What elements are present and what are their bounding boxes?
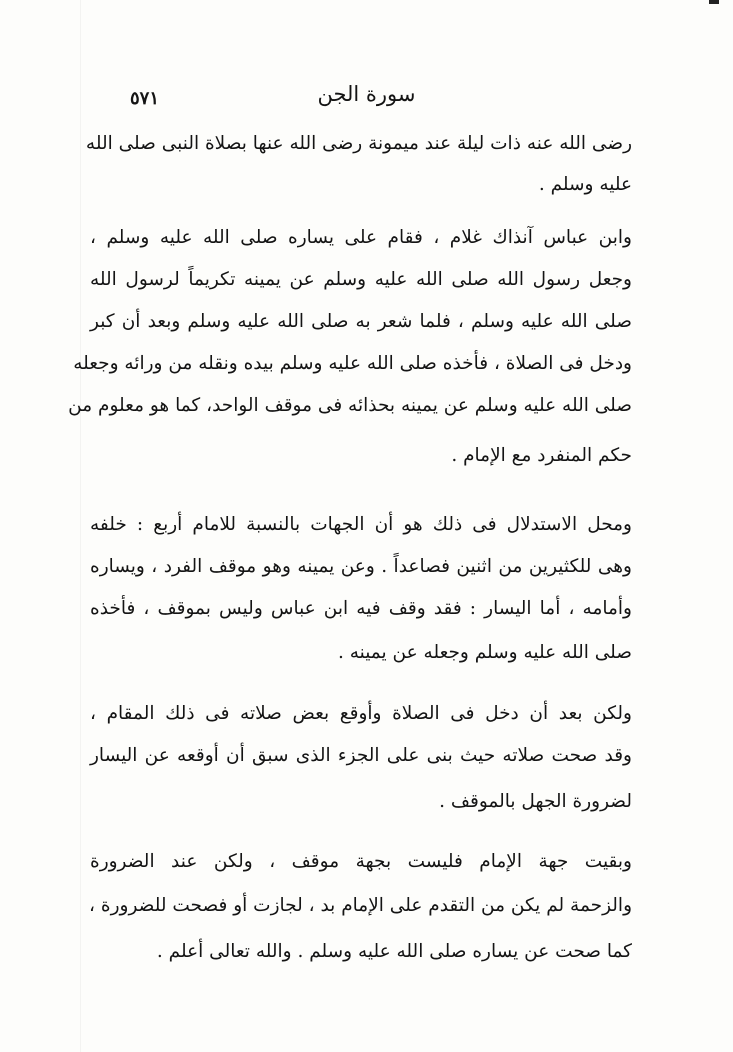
- text-line: والزحمة لم يكن من التقدم على الإمام بد ، لجازت أو فصحت للضرورة ،: [89, 895, 632, 916]
- text-line: حكم المنفرد مع الإمام .: [451, 445, 632, 466]
- text-line: ولكن بعد أن دخل فى الصلاة وأوقع بعض صلاته فى ذلك المقام ،: [90, 703, 632, 724]
- text-line: وهى للكثيرين من اثنين فصاعداً . وعن يمينه وهو موقف الفرد ، ويساره: [90, 556, 632, 577]
- text-line: لضرورة الجهل بالموقف .: [439, 791, 632, 812]
- text-line: وابن عباس آنذاك غلام ، فقام على يساره صلى الله عليه وسلم ،: [90, 227, 632, 248]
- text-line: صلى الله عليه وسلم وجعله عن يمينه .: [337, 642, 632, 663]
- running-title: سورة الجن: [317, 82, 416, 106]
- text-line: ودخل فى الصلاة ، فأخذه صلى الله عليه وسلم بيده ونقله من ورائه وجعله: [73, 353, 632, 374]
- text-line: وأمامه ، أما اليسار : فقد وقف فيه ابن عباس وليس بموقف ، فأخذه: [90, 598, 632, 619]
- text-line: صلى الله عليه وسلم ، فلما شعر به صلى الله عليه وسلم وبعد أن كبر: [90, 311, 632, 332]
- text-line: صلى الله عليه وسلم عن يمينه بحذائه فى موقف الواحد، كما هو معلوم من: [68, 395, 632, 416]
- text-line: وبقيت جهة الإمام فليست بجهة موقف ، ولكن عند الضرورة: [90, 851, 632, 872]
- text-line: ومحل الاستدلال فى ذلك هو أن الجهات بالنسبة للامام أربع : خلفه: [90, 514, 632, 535]
- scan-artifact-line: [80, 0, 81, 1052]
- text-line: وقد صحت صلاته حيث بنى على الجزء الذى سبق أن أوقعه عن اليسار: [90, 745, 632, 766]
- text-line: عليه وسلم .: [538, 174, 632, 195]
- page-header: [112, 82, 621, 112]
- text-line: رضى الله عنه ذات ليلة عند ميمونة رضى الله عنها بصلاة النبى صلى الله: [85, 133, 632, 154]
- text-line: وجعل رسول الله صلى الله عليه وسلم عن يمينه تكريماً لرسول الله: [90, 269, 632, 290]
- scan-corner-mark: [709, 0, 719, 4]
- page-number: ٥٧١: [130, 88, 160, 109]
- text-line: كما صحت عن يساره صلى الله عليه وسلم . والله تعالى أعلم .: [156, 941, 632, 962]
